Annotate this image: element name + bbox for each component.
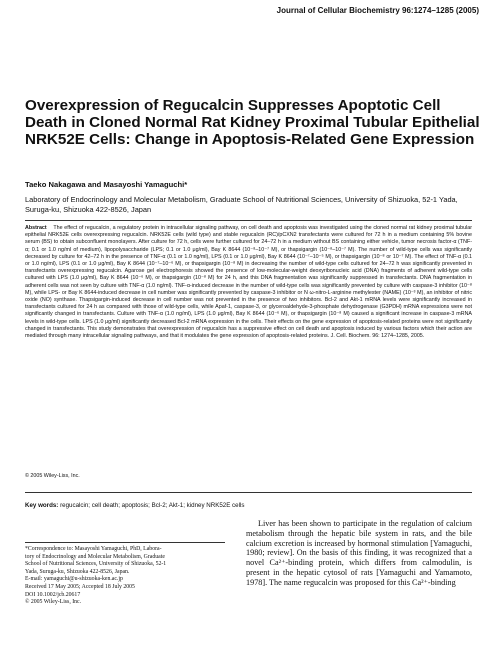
body-paragraph: Liver has been shown to participate in the regulation of calcium metabolism through the hepatic bile system in rats, and the bile calcium excretion is increased by hormonal stimulation [Yamaguchi, 1980; review]. On the basis of this finding, it was recognized that a novel Ca²⁺-binding protein, which differs from calmodulin, is present in the hepatic cytosol of rats [Yamaguchi and Yamamoto, 1978]. The name regucalcin was proposed for this Ca²⁺-binding bbox=[246, 519, 472, 587]
correspondence-footnote bbox=[25, 546, 230, 607]
abstract-copyright: © 2005 Wiley-Liss, Inc. bbox=[25, 473, 80, 479]
footnote-line: Yada, Suruga-ku, Shizuoka 422-8526, Japan. bbox=[25, 568, 130, 575]
footnote-rule bbox=[25, 542, 225, 543]
footnote-line: *Correspondence to: Masayoshi Yamaguchi, PhD, Labora- bbox=[25, 546, 162, 552]
footnote-email: E-mail: yamaguchi@u-shizuoka-ken.ac.jp bbox=[25, 576, 123, 583]
author-list: Taeko Nakagawa and Masayoshi Yamaguchi* bbox=[25, 180, 188, 189]
abstract-label: Abstract bbox=[25, 225, 47, 231]
journal-reference: Journal of Cellular Biochemistry 96:1274–1285 (2005) bbox=[276, 6, 479, 15]
footnote-doi: DOI 10.1002/jcb.20617 bbox=[25, 591, 81, 598]
keywords-line bbox=[25, 502, 244, 509]
abstract-text: The effect of regucalcin, a regulatory protein in intracellular signaling pathway, on cell death and apoptosis was investigated using the cloned normal rat kidney proximal tubular epithelial NRK52E cells overexpressing regucalcin. NRK52E cells (wild type) and stable regucalcin (RC)/pCXN2 transfectants were cultured for 72 h in a medium containing 5% bovine serum (BS) to obtain subconfluent monolayers. After culture for 72 h, cells were further cultured for 24–72 h in a medium without BS containing either vehicle, tumor necrosis factor-α (TNF-α; 0.1 or 1.0 ng/ml of medium), lipopolysaccharide (LPS; 0.1 or 1.0 μg/ml), Bay K 8644 (10⁻⁸–10⁻⁷ M), or thapsigargin (10⁻⁸–10⁻⁷ M). The number of wild-type cells was significantly decreased by culture for 42–72 h in the presence of TNF-α (0.1 or 1.0 ng/ml), LPS (0.1 or 1.0 μg/ml), Bay K 8644 (10⁻⁷–10⁻⁵ M), or thapsigargin (10⁻⁸ or 10⁻⁷ M). The effect of TNF-α (0.1 or 1.0 ng/ml), LPS (0.1 or 1.0 μg/ml), Bay K 8644 (10⁻⁷–10⁻⁶ M), or thapsigargin (10⁻⁸ M) in decreasing the number of wild-type cells cultured for 24–72 h was significantly prevented in transfectants overexpressing regucalcin. Agarose gel electrophoresis showed the presence of low-molecular-weight deoxyribonucleic acid (DNA) fragments of adherent wild-type cells cultured with LPS (1.0 μg/ml), Bay K 8644 (10⁻⁶ M), or thapsigargin (10⁻⁸ M) for 24 h, and this DNA fragmentation was significantly suppressed in transfectants. DNA fragmentation in adherent cells was not seen by culture with TNF-α (1.0 ng/ml). TNF-α-induced decrease in the number of wild-type cells was significantly prevented by culture with caspase-3 inhibitor (10⁻⁸ M), while LPS- or Bay K 8644-induced decrease in cell number was significantly prevented by caspase-3 inhibitor or N ω-nitro-L-arginine methylester (NAME) (10⁻³ M), an inhibitor of nitric oxide (NO) synthase. Thapsigargin-induced decrease in cell number was not prevented in the presence of two inhibitors. Bcl-2 and Akt-1 mRNA levels were significantly increased in transfectants cultured for 24 h as compared with those of wild-type cells, while Apaf-1, caspase-3, or glyceroaldehyde-3-phosphate dehydrogenase (G3PDH) mRNA expressions were not significantly changed in transfectants. Culture with TNF-α (1.0 ng/ml), LPS (1.0 μg/ml), Bay K 8644 (10⁻⁶ M), or thapsigargin (10⁻⁸ M) caused a significant increase in caspase-3 mRNA levels in wild-type cells. LPS (1.0 μg/ml) significantly decreased Bcl-2 mRNA expression in the cells. Their effects on the gene expression of apoptosis-related proteins were not significantly changed in transfectants. This study demonstrates that overexpression of regucalcin has a suppressive effect on cell death and apoptosis induced by various factors which their action are mediated through many intracellular signaling pathways, and that it modulates the gene expression of apoptosis-related proteins. J. Cell. Biochem. 96: 1274–1285, 2005. bbox=[25, 225, 472, 340]
keywords-text: regucalcin; cell death; apoptosis; Bcl-2; Akt-1; kidney NRK52E cells bbox=[60, 502, 245, 509]
keywords-label: Key words: bbox=[25, 502, 59, 509]
abstract-block bbox=[25, 225, 472, 340]
footnote-line: tory of Endocrinology and Molecular Metabolism, Graduate bbox=[25, 553, 165, 560]
article-title: Overexpression of Regucalcin Suppresses Apoptotic Cell Death in Cloned Normal Rat Kidney Proximal Tubular Epithelial NRK52E Cells: Change in Apoptosis-Related Gene Expression bbox=[25, 97, 480, 148]
footnote-copyright: © 2005 Wiley-Liss, Inc. bbox=[25, 599, 82, 606]
author-affiliation: Laboratory of Endocrinology and Molecular Metabolism, Graduate School of Nutritional Sciences, University of Shizuoka, 52-1 Yada, Suruga-ku, Shizuoka 422-8526, Japan bbox=[25, 195, 458, 214]
abstract-bottom-rule bbox=[25, 492, 472, 493]
footnote-line: School of Nutritional Sciences, University of Shizuoka, 52-1 bbox=[25, 561, 167, 568]
abstract-top-rule bbox=[25, 220, 472, 221]
footnote-dates: Received 17 May 2005; Accepted 18 July 2005 bbox=[25, 583, 135, 590]
